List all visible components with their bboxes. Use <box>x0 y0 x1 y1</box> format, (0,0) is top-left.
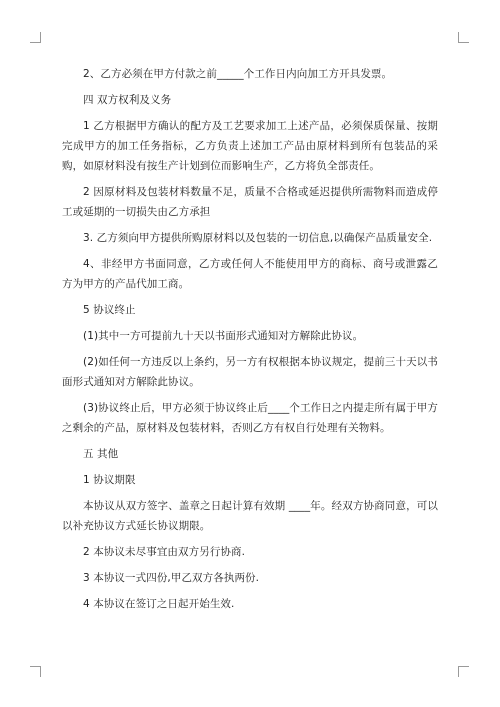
section-heading-other: 五 其他 <box>83 448 119 460</box>
subheading-agreement-term: 1 协议期限 <box>83 474 136 486</box>
paragraph-material-info: 3. 乙方须向甲方提供所购原材料以及包装的一切信息,以确保产品质量安全. <box>83 232 433 244</box>
subheading-termination: 5 协议终止 <box>83 304 136 316</box>
paragraph-termination-breach: (2)如任何一方违反以上条约，另一方有权根据本协议规定，提前三十天以书面形式通知对方解除此协议。 <box>62 356 438 388</box>
section-heading-rights-obligations: 四 双方权利及义务 <box>83 94 172 106</box>
paragraph-effective-date: 4 本协议在签订之日起开始生效. <box>83 598 235 610</box>
paragraph-validity-period: 本协议从双方签字、盖章之日起计算有效期 ____年。经双方协商同意，可以以补充协议方式延长协议期限。 <box>62 500 438 532</box>
document-body <box>62 64 438 614</box>
paragraph-invoice-clause: 2、乙方必须在甲方付款之前_____个工作日内向加工方开具发票。 <box>83 68 393 80</box>
page-corner-mark-top-right <box>458 32 469 43</box>
paragraph-copies: 3 本协议一式四份,甲乙双方各执两份. <box>83 572 260 584</box>
paragraph-post-termination: (3)协议终止后，甲方必须于协议终止后____个工作日之内提走所有属于甲方之剩余的产品，原材料及包装材料，否则乙方有权自行处理有关物料。 <box>62 402 438 434</box>
paragraph-unresolved-matters: 2 本协议未尽事宜由双方另行协商. <box>83 546 246 558</box>
paragraph-processing-obligation: 1 乙方根据甲方确认的配方及工艺要求加工上述产品，必须保质保量、按期完成甲方的加工任务指标，乙方负责上述加工产品由原材料到所有包装品的采购，如原材料没有按生产计划到位而影响生产，乙方将负全部责任。 <box>62 120 438 172</box>
page-corner-mark-bottom-left <box>30 666 41 677</box>
paragraph-trademark-use: 4、非经甲方书面同意，乙方或任何人不能使用甲方的商标、商号或泄露乙方为甲方的产品代加工商。 <box>62 258 438 290</box>
page-corner-mark-bottom-right <box>458 666 469 677</box>
page-corner-mark-top-left <box>30 32 41 43</box>
paragraph-material-shortage: 2 因原材料及包装材料数量不足，质量不合格或延迟提供所需物料而造成停工或延期的一切损失由乙方承担 <box>62 186 438 218</box>
paragraph-termination-notice: (1)其中一方可提前九十天以书面形式通知对方解除此协议。 <box>83 330 364 342</box>
